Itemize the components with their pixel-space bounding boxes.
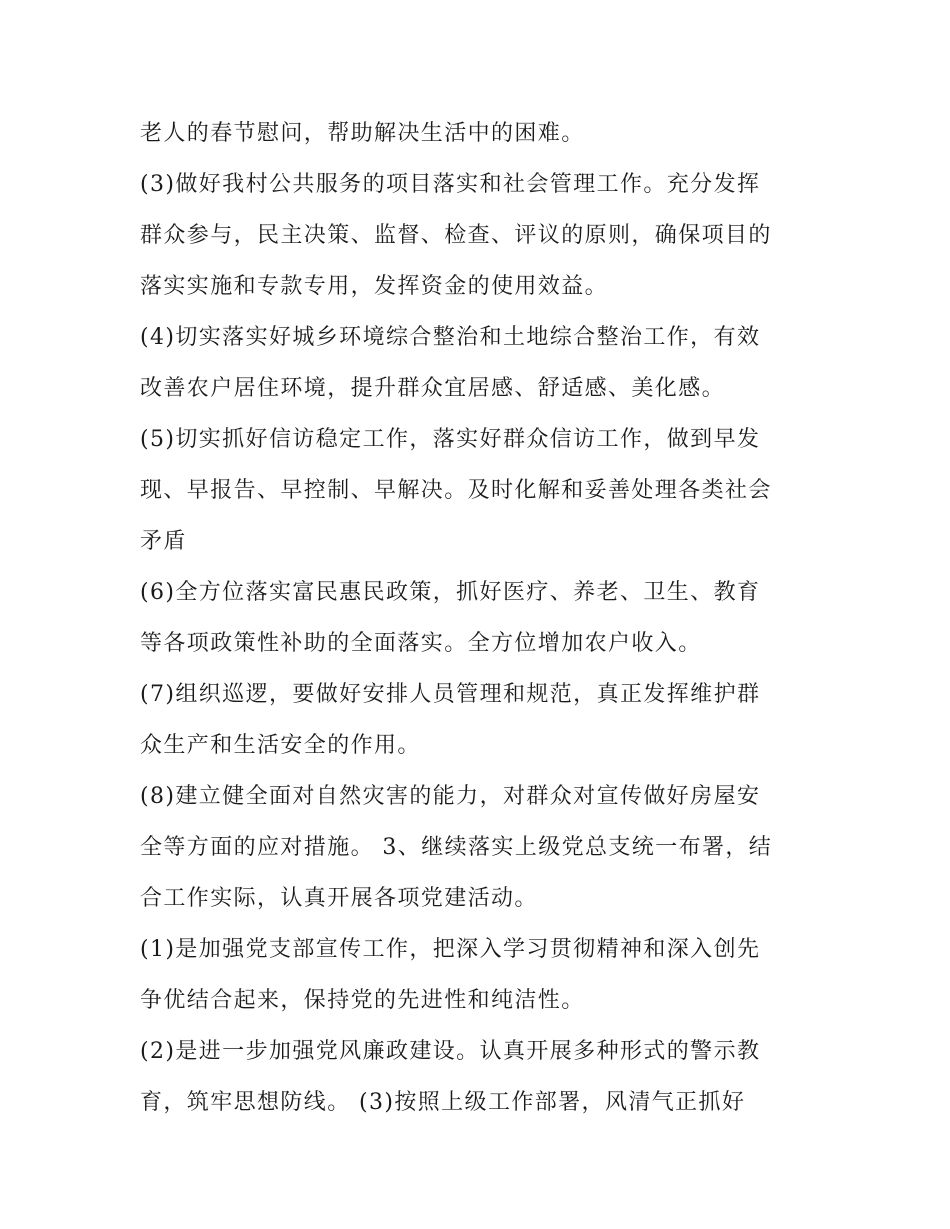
text-line: (5)切实抓好信访稳定工作，落实好群众信访工作，做到早发 — [140, 427, 761, 452]
text-line: (4)切实落实好城乡环境综合整治和土地综合整治工作，有效 — [140, 325, 761, 350]
text-line: 育，筑牢思想防线。 (3)按照上级工作部署，风清气正抓好 — [140, 1090, 746, 1115]
text-line: 老人的春节慰问，帮助解决生活中的困难。 — [140, 121, 585, 146]
text-line: 众生产和生活安全的作用。 — [140, 733, 421, 758]
text-line: 矛盾 — [140, 529, 187, 554]
text-line: (7)组织巡逻，要做好安排人员管理和规范，真正发挥维护群 — [140, 682, 761, 707]
text-line: 现、早报告、早控制、早解决。及时化解和妥善处理各类社会 — [140, 478, 772, 503]
text-line: (2)是进一步加强党风廉政建设。认真开展多种形式的警示教 — [140, 1039, 761, 1064]
text-line: (1)是加强党支部宣传工作，把深入学习贯彻精神和深入创先 — [140, 937, 761, 962]
text-line: 落实实施和专款专用，发挥资金的使用效益。 — [140, 274, 609, 299]
text-line: 全等方面的应对措施。 3、继续落实上级党总支统一布署，结 — [140, 835, 773, 860]
text-line: (8)建立健全面对自然灾害的能力，对群众对宣传做好房屋安 — [140, 784, 761, 809]
text-line: 群众参与，民主决策、监督、检查、评议的原则，确保项目的 — [140, 223, 772, 248]
document-body — [140, 108, 830, 1128]
text-line: 等各项政策性补助的全面落实。全方位增加农户收入。 — [140, 631, 702, 656]
text-line: 改善农户居住环境，提升群众宜居感、舒适感、美化感。 — [140, 376, 726, 401]
text-line: (3)做好我村公共服务的项目落实和社会管理工作。充分发挥 — [140, 172, 761, 197]
text-line: 争优结合起来，保持党的先进性和纯洁性。 — [140, 988, 585, 1013]
text-line: 合工作实际，认真开展各项党建活动。 — [140, 886, 538, 911]
text-line: (6)全方位落实富民惠民政策，抓好医疗、养老、卫生、教育 — [140, 580, 761, 605]
